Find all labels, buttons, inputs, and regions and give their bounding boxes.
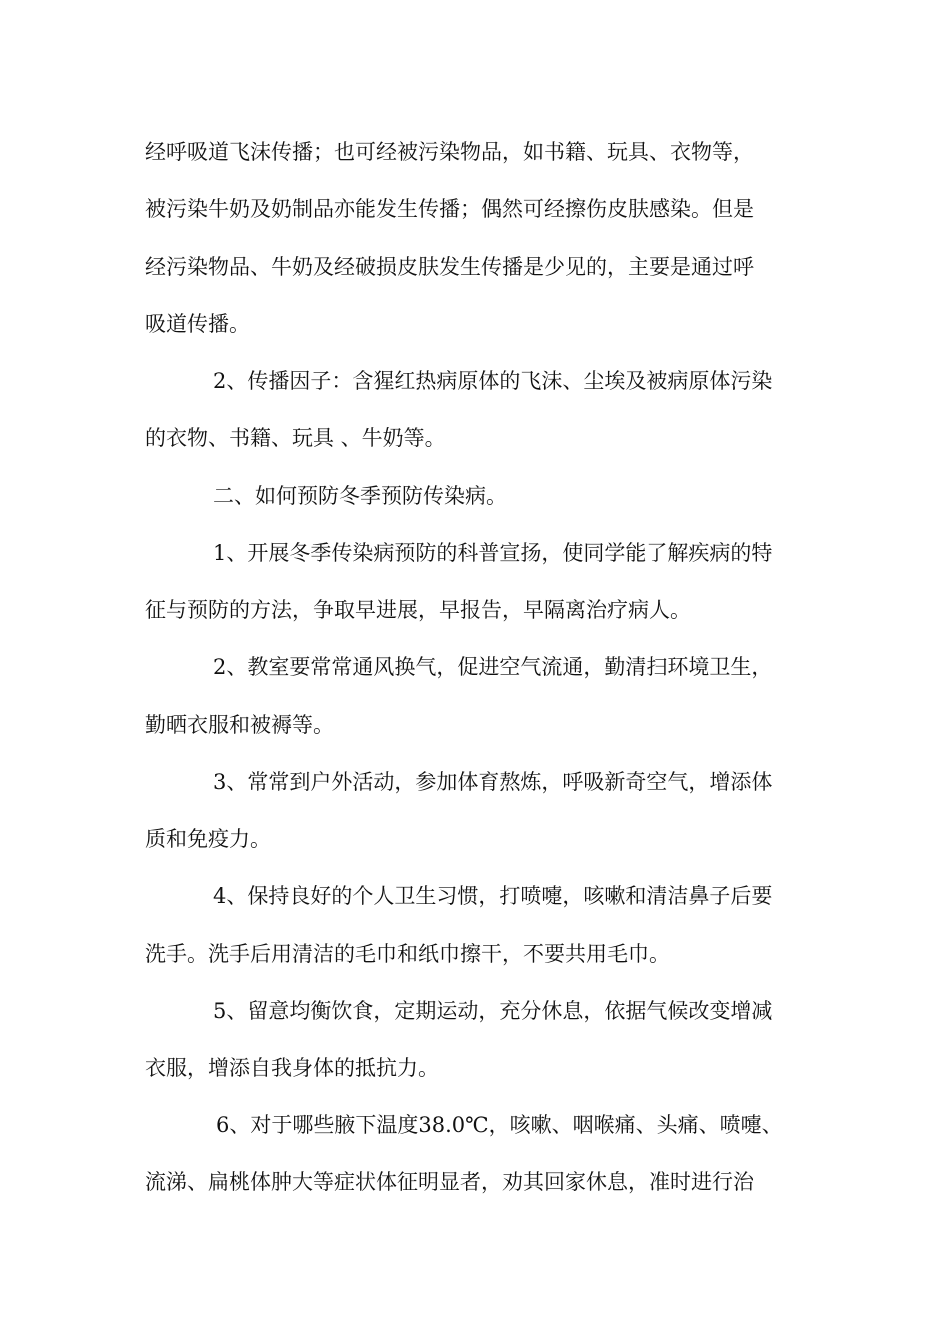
text-line: 质和免疫力。 xyxy=(145,827,271,851)
text-line: 2、传播因子：含猩红热病原体的飞沫、尘埃及被病原体污染 xyxy=(213,369,773,393)
section-heading: 二、如何预防冬季预防传染病。 xyxy=(213,484,507,508)
text-line: 流涕、扁桃体肿大等症状体征明显者，劝其回家休息，准时进行治 xyxy=(145,1170,754,1194)
text-line: 衣服，增添自我身体的抵抗力。 xyxy=(145,1056,439,1080)
text-line: 经污染物品、牛奶及经破损皮肤发生传播是少见的，主要是通过呼 xyxy=(145,255,754,279)
text-line: 4、保持良好的个人卫生习惯，打喷嚏，咳嗽和清洁鼻子后要 xyxy=(213,884,773,908)
text-line: 6、对于哪些腋下温度38.0℃，咳嗽、咽喉痛、头痛、喷嚏、 xyxy=(216,1113,783,1137)
text-line: 洗手。洗手后用清洁的毛巾和纸巾擦干，不要共用毛巾。 xyxy=(145,942,670,966)
text-line: 被污染牛奶及奶制品亦能发生传播；偶然可经擦伤皮肤感染。但是 xyxy=(145,197,754,221)
text-line: 3、常常到户外活动，参加体育熬炼，呼吸新奇空气，增添体 xyxy=(213,770,773,794)
text-line: 5、留意均衡饮食，定期运动，充分休息，依据气候改变增减 xyxy=(213,999,773,1023)
text-line: 勤晒衣服和被褥等。 xyxy=(145,713,334,737)
text-line: 经呼吸道飞沫传播；也可经被污染物品，如书籍、玩具、衣物等， xyxy=(145,140,754,164)
text-line: 2、教室要常常通风换气，促进空气流通，勤清扫环境卫生， xyxy=(213,655,773,679)
text-line: 的衣物、书籍、玩具 、牛奶等。 xyxy=(145,426,446,450)
text-line: 征与预防的方法，争取早进展，早报告，早隔离治疗病人。 xyxy=(145,598,691,622)
text-line: 吸道传播。 xyxy=(145,312,250,336)
text-line: 1、开展冬季传染病预防的科普宣扬，使同学能了解疾病的特 xyxy=(213,541,773,565)
